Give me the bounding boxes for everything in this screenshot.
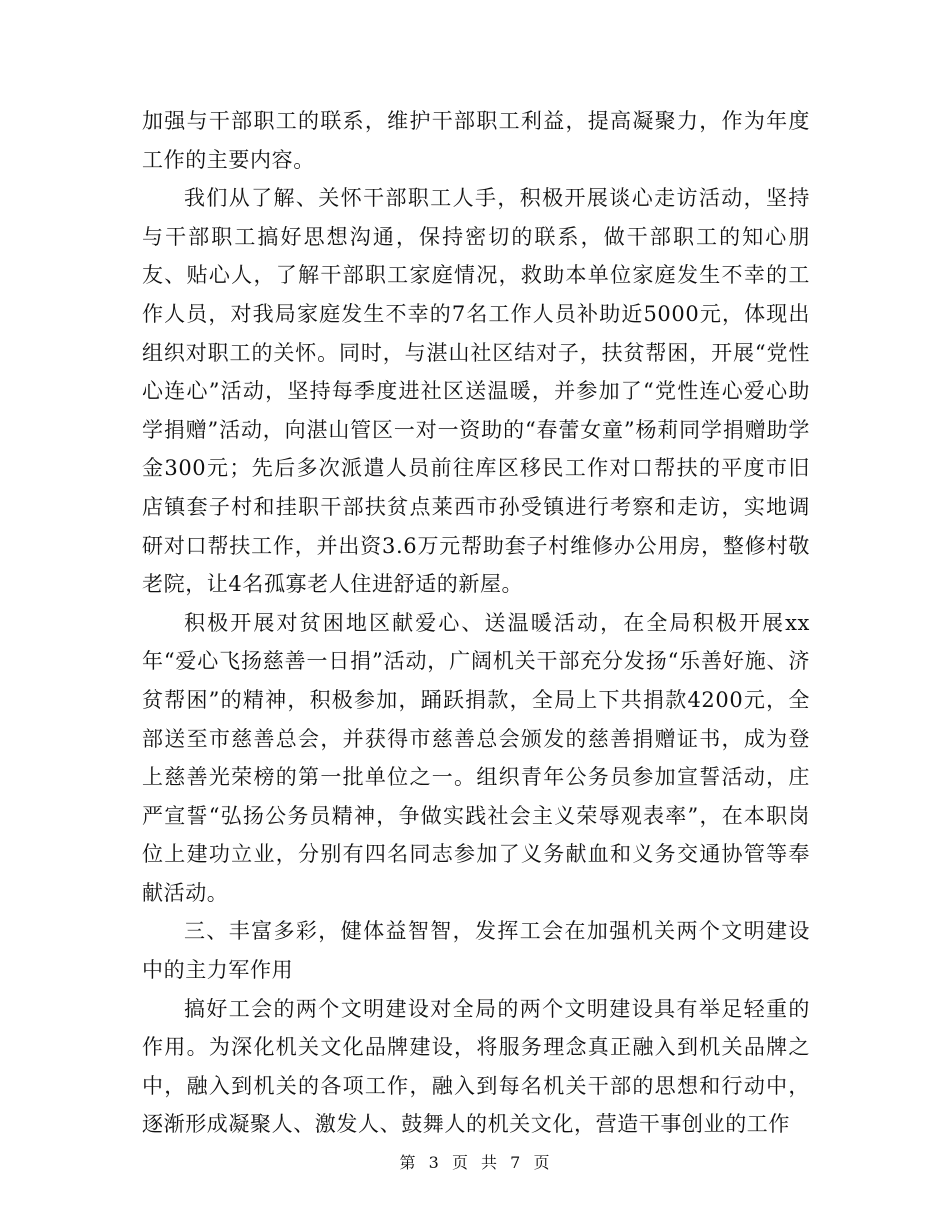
footer-current-page: 3 [428,1153,440,1172]
footer-total-word: 共 [481,1153,499,1172]
page-footer [0,1150,950,1173]
section-heading-three: 三、丰富多彩，健体益智智，发挥工会在加强机关两个文明建设中的主力军作用 [142,919,810,983]
paragraph-culture-building: 搞好工会的两个文明建设对全局的两个文明建设具有举足轻重的作用。为深化机关文化品牌建设，将服务理念真正融入到机关品牌之中，融入到机关的各项工作，融入到每名机关干部的思想和行动中，逐渐形成凝聚人、激发人、鼓舞人的机关文化，营造干事创业的工作 [142,996,810,1137]
footer-total-pages: 7 [510,1153,522,1172]
document-body [142,102,810,1144]
paragraph-caring-employees: 我们从了解、关怀干部职工人手，积极开展谈心走访活动，坚持与干部职工搞好思想沟通，保持密切的联系，做干部职工的知心朋友、贴心人，了解干部职工家庭情况，救助本单位家庭发生不幸的工作人员，对我局家庭发生不幸的7名工作人员补助近5000元，体现出组织对职工的关怀。同时，与湛山社区结对子，扶贫帮困，开展“党性心连心”活动，坚持每季度进社区送温暖，并参加了“党性连心爱心助学捐赠”活动，向湛山管区一对一资助的“春蕾女童”杨莉同学捐赠助学金300元；先后多次派遣人员前往库区移民工作对口帮扶的平度市旧店镇套子村和挂职干部扶贫点莱西市孙受镇进行考察和走访，实地调研对口帮扶工作，并出资3.6万元帮助套子村维修办公用房，整修村敬老院，让4名孤寡老人住进舒适的新屋。 [142,186,810,597]
footer-page-word: 页 [451,1153,469,1172]
footer-prefix: 第 [399,1153,417,1172]
paragraph-continuation: 加强与干部职工的联系，维护干部职工利益，提高凝聚力，作为年度工作的主要内容。 [142,109,810,172]
paragraph-charity-activities: 积极开展对贫困地区献爱心、送温暖活动，在全局积极开展xx年“爱心飞扬慈善一日捐”活动，广阔机关干部充分发扬“乐善好施、济贫帮困”的精神，积极参加，踊跃捐款，全局上下共捐款4200元，全部送至市慈善总会，并获得市慈善总会颁发的慈善捐赠证书，成为登上慈善光荣榜的第一批单位之一。组织青年公务员参加宣誓活动，庄严宣誓“弘扬公务员精神，争做实践社会主义荣辱观表率”，在本职岗位上建功立业，分别有四名同志参加了义务献血和义务交通协管等奉献活动。 [142,610,810,905]
footer-suffix: 页 [533,1153,551,1172]
